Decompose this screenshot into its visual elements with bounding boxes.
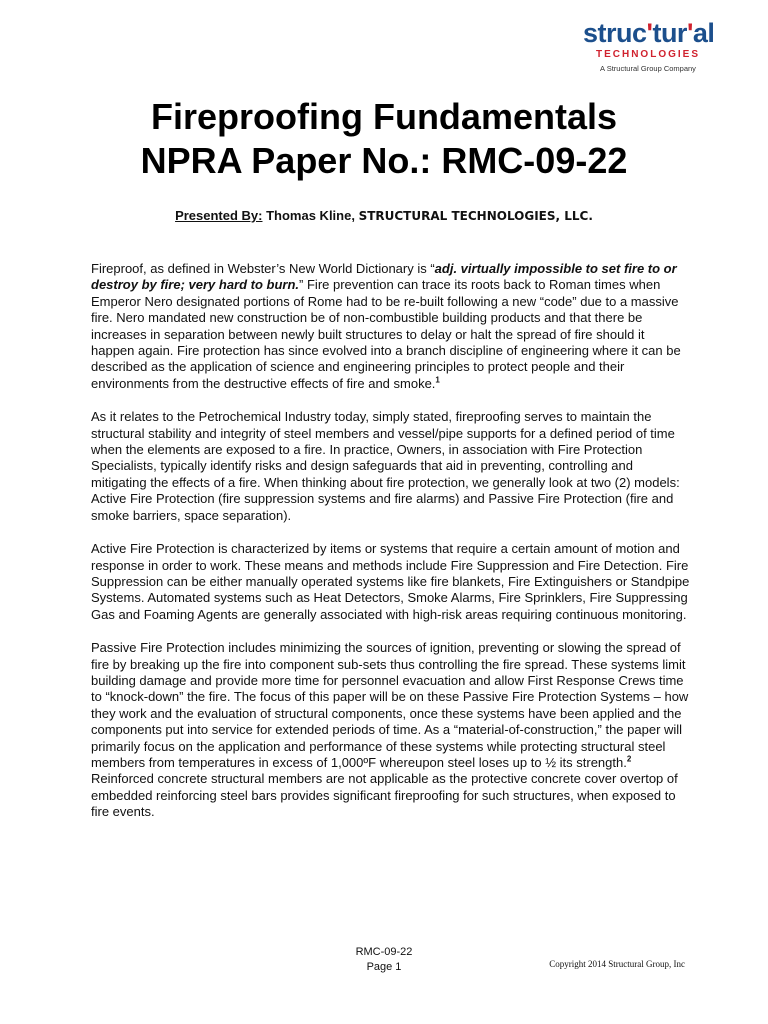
presenter-line <box>0 208 768 223</box>
paragraph-1 <box>91 261 691 392</box>
footer-doc-id: RMC-09-22 <box>355 946 413 958</box>
paragraph-text: ” Fire prevention can trace its roots back to Roman times when Emperor Nero designated portions of Rome had to be re-built following a new “code” due to a massive fire. Nero mandated new construction be of non-combustible building products and that there be increases in separation between newly built structures to delay or halt the spread of fire should it happen again. Fire protection has since evolved into a branch discipline of engineering where it can be described as the application of science and engineering principles to protect people and their environments from the destructive effects of fire and smoke. <box>91 277 681 391</box>
definition-text: adj. virtually impossible to set fire to or destroy by fire; very hard to burn. <box>91 261 677 293</box>
paragraph-3: Active Fire Protection is characterized by items or systems that require a certain amount of motion and response in order to work. These means and methods include Fire Suppression and Fire Detection. Fire Suppression can be either manually operated systems like fire blankets, Fire Extinguishers or Standpipe Systems. Automated systems such as Heat Detectors, Smoke Alarms, Fire Sprinklers, Fire Suppressing Gas and Foaming Agents are generally associated with high-risk areas requiring continuous monitoring. <box>91 541 690 622</box>
title-line-1: Fireproofing Fundamentals <box>150 96 617 137</box>
footer-copyright: Copyright 2014 Structural Group, Inc <box>549 959 685 969</box>
logo-word-part: tur <box>652 18 687 48</box>
logo-tick: ' <box>646 18 653 48</box>
paragraph-text: Reinforced concrete structural members are not applicable as the protective concrete cover overtop of embedded reinforcing steel bars provides significant fireproofing for such structures, when exposed to fire events. <box>91 771 678 820</box>
presenter-name: Thomas Kline, <box>262 208 359 223</box>
logo-wordmark <box>583 18 713 48</box>
logo-tick: ' <box>686 18 693 48</box>
presenter-lead: Presented By: <box>175 208 263 223</box>
logo-tagline: A Structural Group Company <box>600 64 696 73</box>
logo-word-part: struc <box>583 18 647 48</box>
logo-word-part: al <box>692 18 715 48</box>
paragraph-4 <box>91 640 691 820</box>
presenter-company: STRUCTURAL TECHNOLOGIES, LLC. <box>358 209 593 223</box>
document-body <box>91 261 691 838</box>
paragraph-text: Fireproof, as defined in Webster’s New World Dictionary is “ <box>91 261 435 276</box>
paragraph-2: As it relates to the Petrochemical Industry today, simply stated, fireproofing serves to maintain the structural stability and integrity of steel members and vessel/pipe supports for a defined period of time when the elements are exposed to a fire. In practice, Owners, in association with Fire Protection Specialists, typically identify risks and design safeguards that aid in preventing, controlling and mitigating the effects of a fire. When thinking about fire protection, we generally look at two (2) models: Active Fire Protection (fire suppression systems and fire alarms) and Passive Fire Protection (fire and smoke barriers, space separation). <box>91 409 680 523</box>
logo-subtitle: TECHNOLOGIES <box>595 49 700 60</box>
document-title <box>0 95 768 183</box>
footnote-ref-2: 2 <box>626 754 632 764</box>
title-line-2: NPRA Paper No.: RMC-09-22 <box>140 140 628 181</box>
footer-page-number: Page 1 <box>366 961 402 973</box>
footnote-ref-1: 1 <box>435 375 440 385</box>
paragraph-text: Passive Fire Protection includes minimizing the sources of ignition, preventing or slowing the spread of fire by breaking up the fire into component sub-sets thus controlling the fire spread. These systems limit building damage and provide more time for personnel evacuation and allow First Response Crews time to “knock-down” the fire. The focus of this paper will be on these Passive Fire Protection Systems – how they work and the evaluation of structural components, once these systems have been applied and the components put into service for extended periods of time. As a “material-of-construction,” the paper will primarily focus on the application and performance of these systems while protecting structural steel members from temperatures in excess of 1,000ºF whereupon steel loses up to ½ its strength. <box>91 640 689 770</box>
company-logo <box>583 18 713 73</box>
